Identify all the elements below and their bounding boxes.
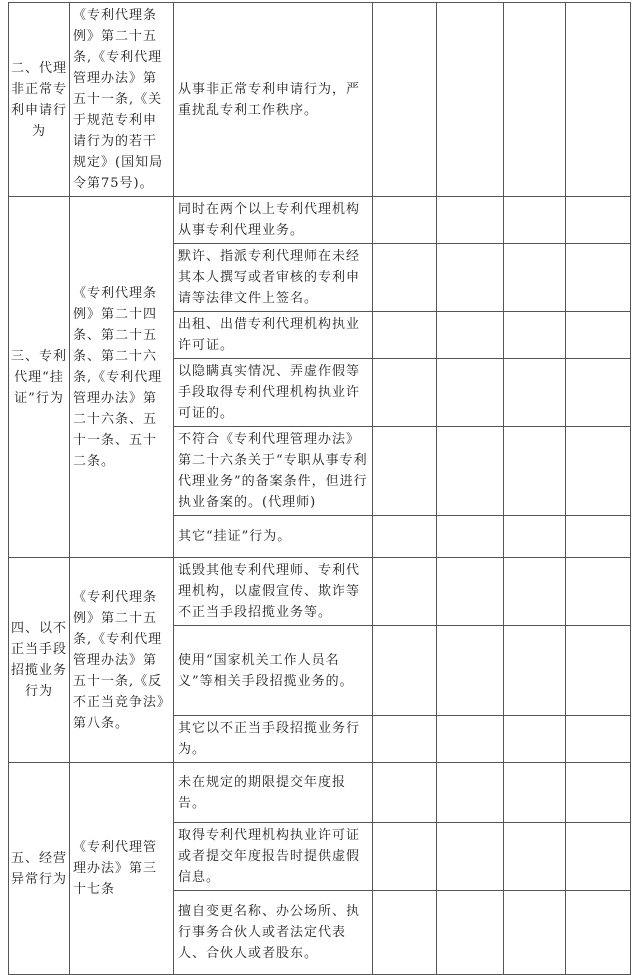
category-cell: 五、经营异常行为	[9, 763, 70, 975]
table-row	[9, 3, 631, 197]
empty-cell	[566, 3, 631, 197]
empty-cell	[566, 427, 631, 516]
empty-cell	[504, 626, 566, 716]
behavior-cell: 使用“国家机关工作人员名义”等相关手段招揽业务的。	[174, 626, 373, 716]
empty-cell	[504, 891, 566, 975]
empty-cell	[437, 312, 504, 359]
empty-cell	[373, 763, 437, 823]
empty-cell	[373, 716, 437, 763]
empty-cell	[566, 823, 631, 891]
empty-cell	[437, 626, 504, 716]
behavior-cell: 擅自变更名称、办公场所、执行事务合伙人或者法定代表人、合伙人或者股东。	[174, 891, 373, 975]
behavior-cell: 出租、出借专利代理机构执业许可证。	[174, 312, 373, 359]
legal-basis-cell: 《专利代理条例》第二十四条、第二十五条、第二十六条,《专利代理管理办法》第二十六条、五十一条、五十二条。	[70, 197, 174, 558]
behavior-cell: 同时在两个以上专利代理机构从事专利代理业务。	[174, 197, 373, 244]
empty-cell	[566, 312, 631, 359]
empty-cell	[437, 197, 504, 244]
empty-cell	[373, 312, 437, 359]
empty-cell	[373, 427, 437, 516]
empty-cell	[437, 716, 504, 763]
behavior-cell: 从事非正常专利申请行为，严重扰乱专利工作秩序。	[174, 3, 373, 197]
empty-cell	[437, 516, 504, 558]
table-row	[9, 197, 631, 244]
empty-cell	[504, 427, 566, 516]
behavior-cell: 不符合《专利代理管理办法》第二十六条关于“专职从事专利代理业务”的备案条件，但进行执业备案的。(代理师)	[174, 427, 373, 516]
empty-cell	[504, 244, 566, 312]
empty-cell	[566, 244, 631, 312]
empty-cell	[437, 763, 504, 823]
empty-cell	[437, 891, 504, 975]
empty-cell	[373, 244, 437, 312]
empty-cell	[504, 716, 566, 763]
behavior-cell: 未在规定的期限提交年度报告。	[174, 763, 373, 823]
empty-cell	[566, 626, 631, 716]
empty-cell	[373, 197, 437, 244]
behavior-cell: 其它“挂证”行为。	[174, 516, 373, 558]
behavior-table	[8, 2, 631, 975]
empty-cell	[504, 516, 566, 558]
empty-cell	[437, 3, 504, 197]
empty-cell	[437, 427, 504, 516]
empty-cell	[504, 359, 566, 427]
empty-cell	[504, 312, 566, 359]
category-cell: 三、专利代理“挂证”行为	[9, 197, 70, 558]
empty-cell	[566, 891, 631, 975]
empty-cell	[373, 626, 437, 716]
empty-cell	[373, 823, 437, 891]
empty-cell	[566, 359, 631, 427]
empty-cell	[373, 359, 437, 427]
behavior-cell: 默许、指派专利代理师在未经其本人撰写或者审核的专利申请等法律文件上签名。	[174, 244, 373, 312]
category-cell: 二、代理非正常专利申请行为	[9, 3, 70, 197]
empty-cell	[504, 763, 566, 823]
empty-cell	[373, 516, 437, 558]
empty-cell	[373, 3, 437, 197]
legal-basis-cell: 《专利代理条例》第二十五条,《专利代理管理办法》第五十一条,《关于规范专利申请行为的若干规定》(国知局令第75号)。	[70, 3, 174, 197]
empty-cell	[504, 823, 566, 891]
behavior-cell: 以隐瞒真实情况、弄虚作假等手段取得专利代理机构执业许可证的。	[174, 359, 373, 427]
empty-cell	[566, 197, 631, 244]
empty-cell	[504, 3, 566, 197]
empty-cell	[504, 197, 566, 244]
behavior-cell: 其它以不正当手段招揽业务行为。	[174, 716, 373, 763]
empty-cell	[437, 359, 504, 427]
empty-cell	[437, 558, 504, 626]
empty-cell	[437, 244, 504, 312]
empty-cell	[566, 516, 631, 558]
behavior-cell: 取得专利代理机构执业许可证或者提交年度报告时提供虚假信息。	[174, 823, 373, 891]
empty-cell	[373, 558, 437, 626]
table-row	[9, 558, 631, 626]
empty-cell	[373, 891, 437, 975]
behavior-cell: 诋毁其他专利代理师、专利代理机构，以虚假宣传、欺诈等不正当手段招揽业务等。	[174, 558, 373, 626]
table-row	[9, 763, 631, 823]
empty-cell	[504, 558, 566, 626]
legal-basis-cell: 《专利代理条例》第二十五条,《专利代理管理办法》第五十一条,《反不正当竞争法》第八条。	[70, 558, 174, 763]
empty-cell	[566, 763, 631, 823]
category-cell: 四、以不正当手段招揽业务行为	[9, 558, 70, 763]
legal-basis-cell: 《专利代理管理办法》第三十七条	[70, 763, 174, 975]
empty-cell	[566, 558, 631, 626]
empty-cell	[566, 716, 631, 763]
empty-cell	[437, 823, 504, 891]
